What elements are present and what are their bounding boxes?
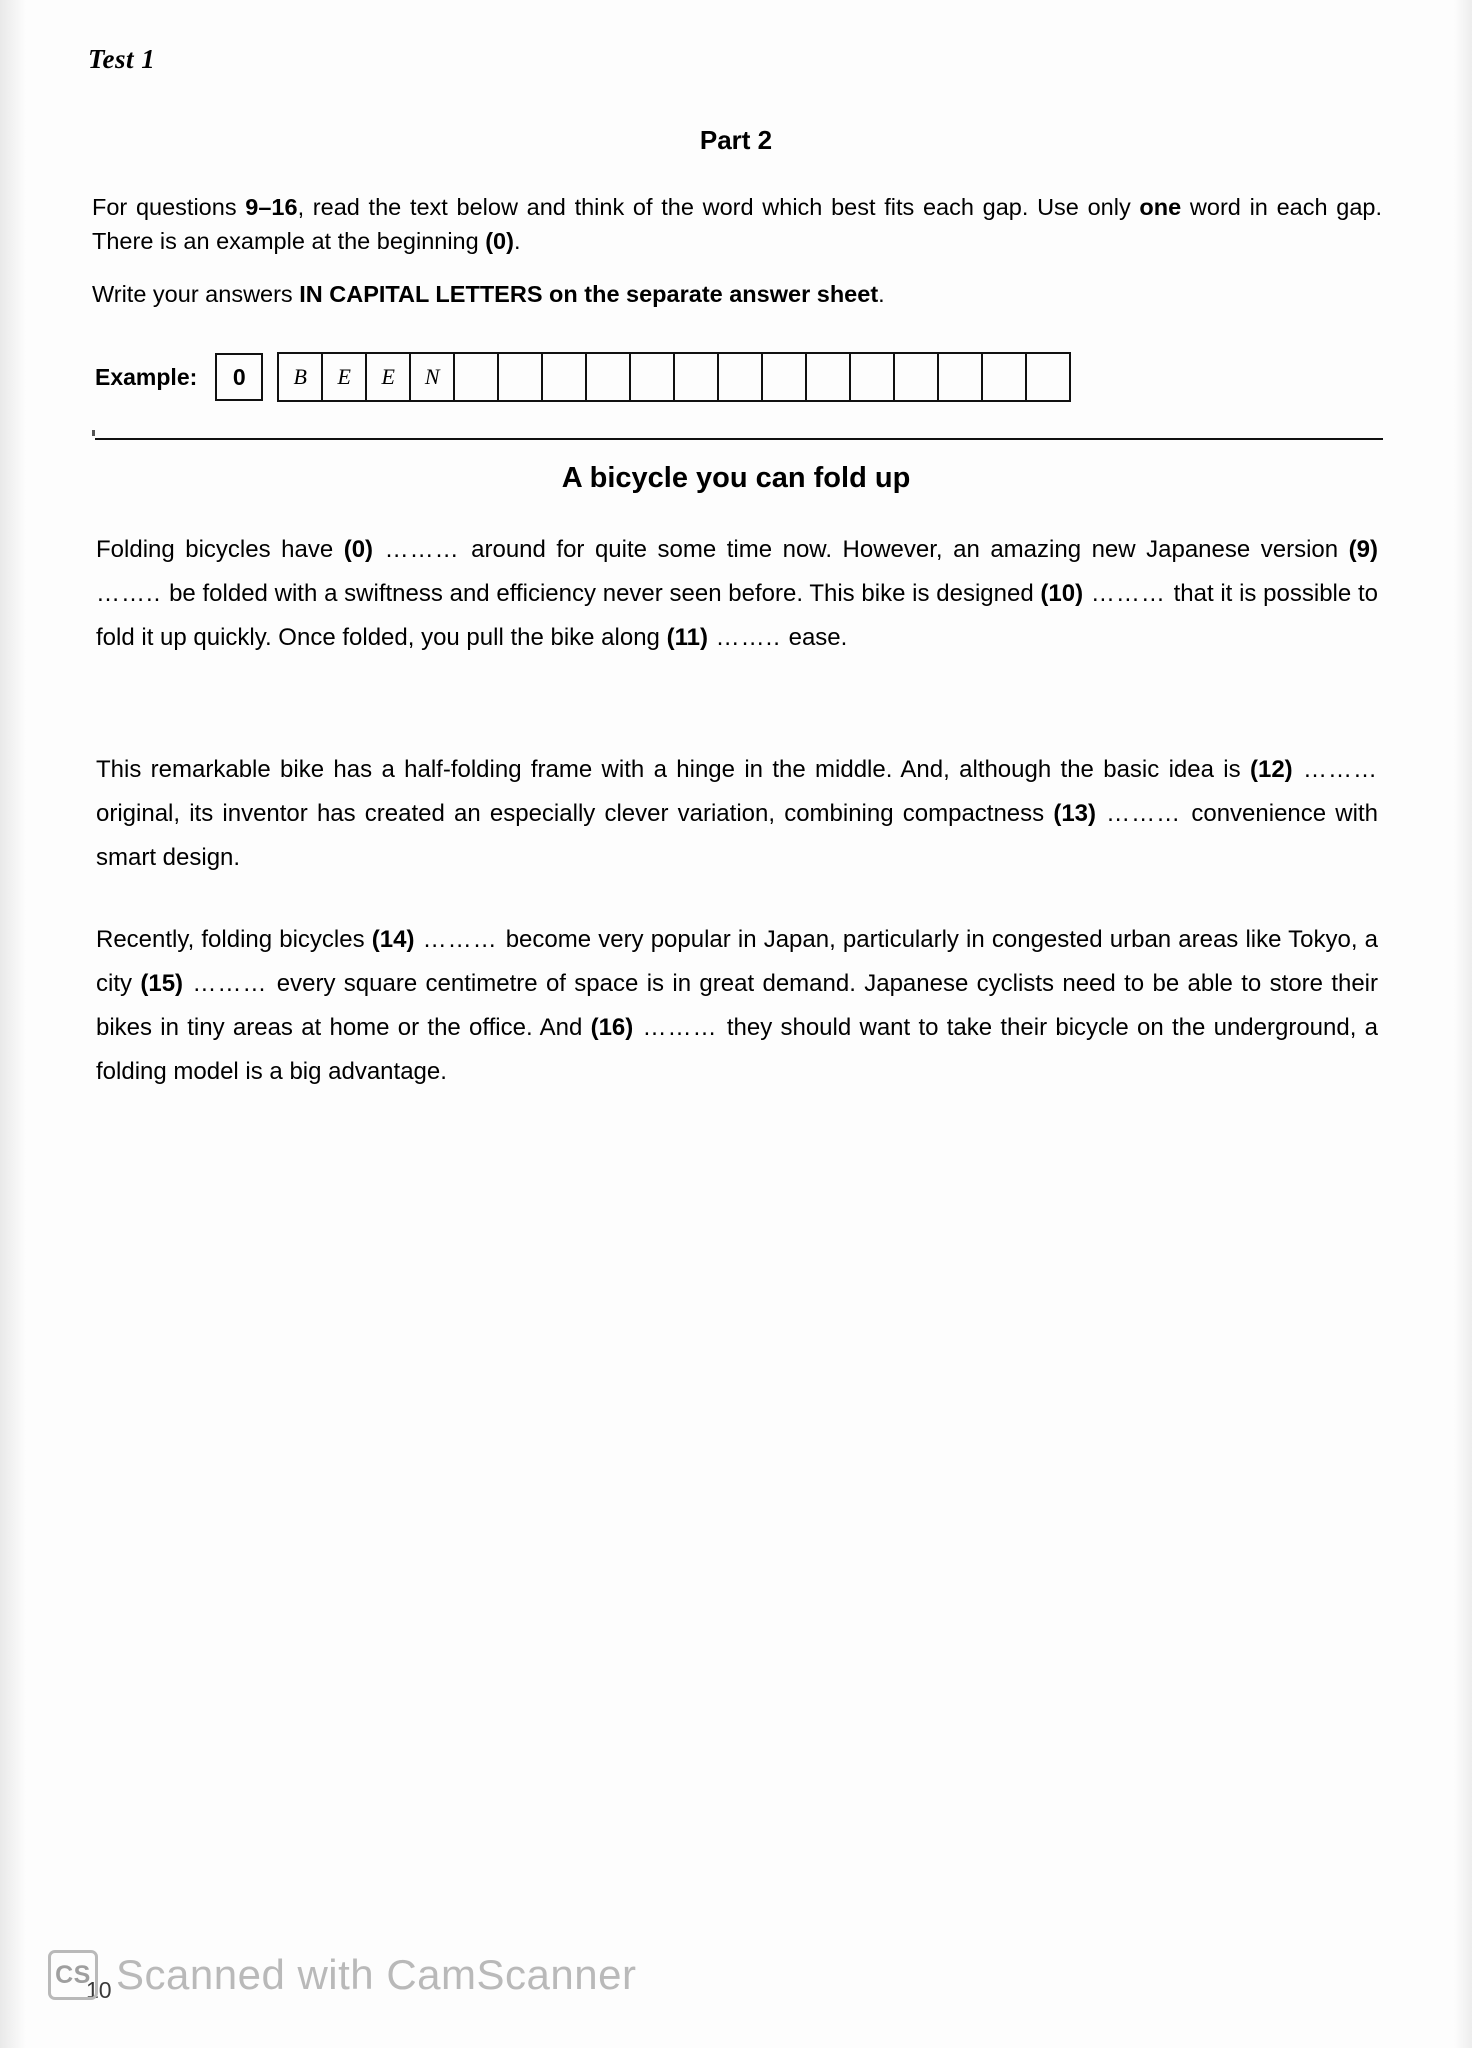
capital-bold: IN CAPITAL LETTERS on the separate answer sheet [299,281,879,307]
paragraph-text: This remarkable bike has a half-folding frame with a hinge in the middle. And, although the basic idea is [96,756,1250,783]
gap-dots: ……… [1096,800,1192,827]
scan-edge-left [0,0,26,2048]
capital-letters-instruction [92,277,1382,311]
instructions-prefix: For questions [92,194,246,220]
gap-number: (9) [1348,536,1378,563]
answer-cell[interactable] [543,354,587,400]
paragraph-text: Recently, folding bicycles [96,926,372,953]
gap-number: (13) [1053,800,1097,827]
article-title: A bicycle you can fold up [561,462,911,494]
gap-dots: ……… [1083,580,1174,607]
gap-dots: ……… [633,1014,727,1041]
answer-cell[interactable]: E [323,354,367,400]
instructions-end: . [513,228,521,255]
gap-number: (12) [1249,756,1293,783]
paragraph-text: that it is possible to fold it up quickly. Once folded, you pull the bike along [96,580,1378,651]
paragraph-3 [96,918,1378,1094]
page-number: 10 [86,1977,112,2003]
gap-dots: ……… [183,970,277,997]
gap-dots: …….. [707,624,789,651]
answer-cell[interactable] [939,354,983,400]
answer-cell[interactable] [895,354,939,400]
instructions-suffix: word in each gap. There is an example at the beginning [92,194,1382,255]
instructions-question-range: 9–16 [245,194,298,220]
camscanner-watermark-text: Scanned with CamScanner [116,1951,637,1998]
example-row [95,352,1071,402]
answer-cell[interactable] [1027,354,1069,400]
paragraph-text: around for quite some time now. However, an amazing new Japanese version [471,536,1349,563]
instructions-text [92,190,1382,258]
answer-cell[interactable] [851,354,895,400]
instructions-example-zero: (0) [485,228,514,255]
gap-number: (14) [371,926,415,953]
answer-cell[interactable] [807,354,851,400]
paragraph-text: every square centimetre of space is in great demand. Japanese cyclists need to be able to store their bikes in tiny areas at home or the office. And [96,970,1379,1041]
paragraph-text: Folding bicycles have [96,536,344,563]
gap-number: (11) [666,624,708,651]
example-answer-grid[interactable] [277,352,1071,402]
capital-prefix: Write your answers [92,281,300,307]
camscanner-watermark [48,1950,636,2000]
gap-dots: ……… [1292,756,1379,783]
paragraph-2 [96,748,1378,880]
answer-cell[interactable]: N [411,354,455,400]
gap-number: (10) [1040,580,1084,607]
gap-dots: ……… [373,536,472,563]
instructions-one-word: one [1139,194,1182,220]
answer-cell[interactable] [675,354,719,400]
capital-end: . [878,281,885,307]
instructions-middle: , read the text below and think of the word which best fits each gap. Use only [297,194,1140,220]
paragraph-text: be folded with a swiftness and efficiency never seen before. This bike is designed [169,580,1041,607]
gap-dots: ……… [414,926,506,953]
scan-edge-right [1454,0,1472,2048]
camscanner-badge-icon: CS [48,1950,98,2000]
answer-cell[interactable] [631,354,675,400]
answer-cell[interactable] [499,354,543,400]
answer-cell[interactable] [719,354,763,400]
gap-number: (0) [343,536,374,563]
answer-cell[interactable] [587,354,631,400]
gap-number: (15) [140,970,184,997]
part-title: Part 2 [699,125,773,155]
paragraph-text: become very popular in Japan, particularly in congested urban areas like Tokyo, a city [96,926,1378,997]
answer-cell[interactable] [763,354,807,400]
gap-dots: …….. [96,580,170,607]
answer-cell[interactable]: B [279,354,323,400]
example-label: Example: [95,363,198,390]
answer-cell[interactable] [455,354,499,400]
rule-tick [92,430,95,436]
paragraph-1 [96,528,1378,660]
paragraph-text: convenience with smart design. [96,800,1378,871]
example-number-box: 0 [215,353,263,401]
answer-cell[interactable]: E [367,354,411,400]
paragraph-text: they should want to take their bicycle on the underground, a folding model is a big advantage. [96,1014,1379,1085]
paragraph-text: original, its inventor has created an especially clever variation, combining compactness [96,800,1054,827]
paragraph-text: ease. [788,624,848,651]
answer-cell[interactable] [983,354,1027,400]
gap-number: (16) [590,1014,634,1041]
test-label: Test 1 [88,44,156,74]
horizontal-rule [95,438,1383,440]
